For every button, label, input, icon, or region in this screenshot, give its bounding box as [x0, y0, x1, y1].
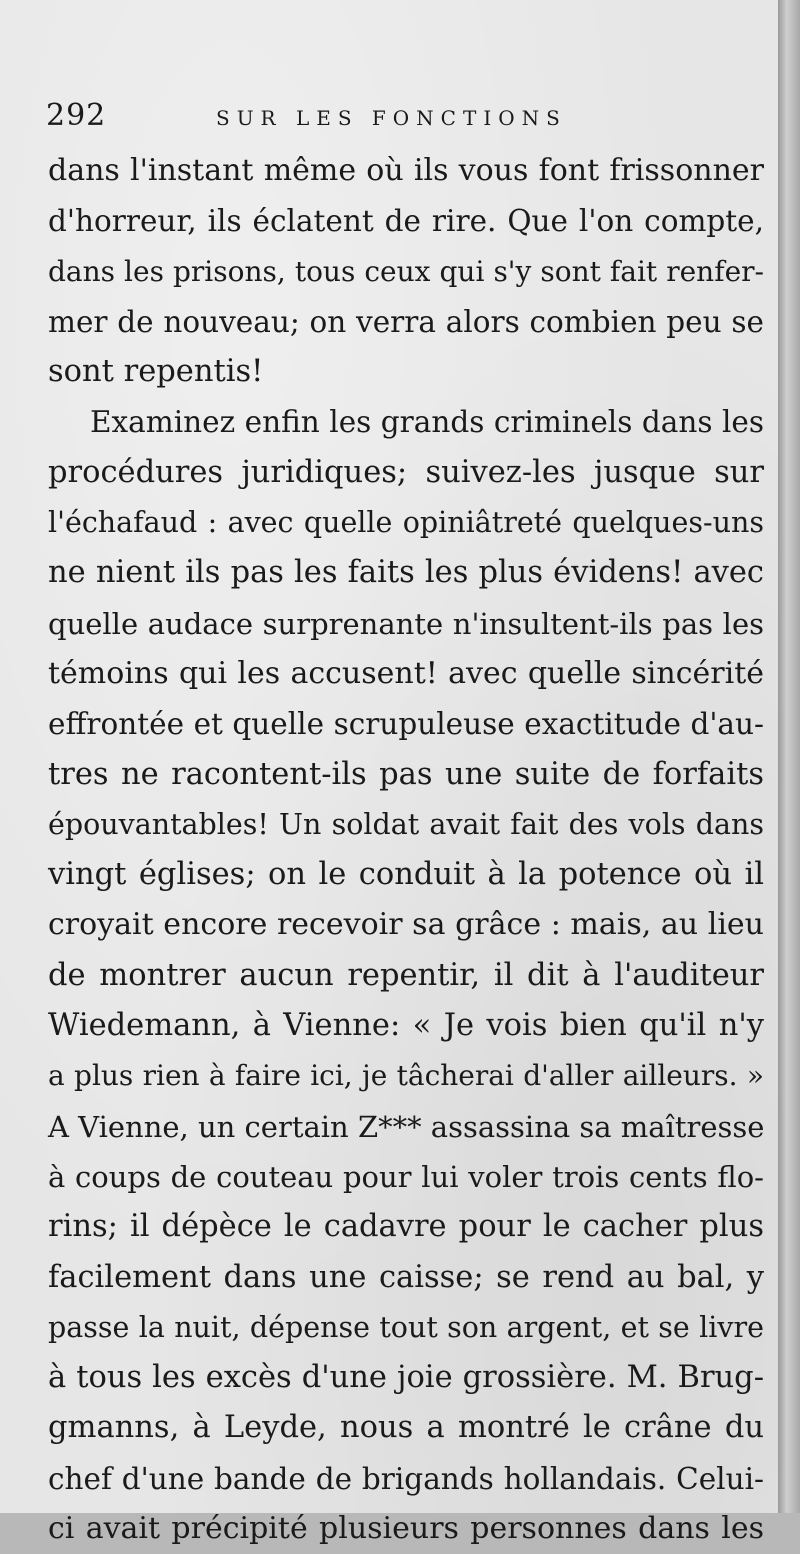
text-line: l'échafaud : avec quelle opiniâtreté quelques-uns	[48, 506, 764, 540]
text-line: sont repentis!	[48, 354, 264, 390]
text-line: passe la nuit, dépense tout son argent, et se livre	[48, 1310, 764, 1344]
text-line: dans les prisons, tous ceux qui s'y sont fait renfer-	[48, 254, 764, 288]
text-line: Wiedemann, à Vienne: « Je vois bien qu'il n'y	[48, 1008, 764, 1044]
body-text	[48, 146, 764, 1554]
text-line: quelle audace surprenante n'insultent-ils pas les	[48, 606, 764, 641]
text-line: chef d'une bande de brigands hollandais. Celui-	[48, 1461, 764, 1496]
text-line: ne nient ils pas les faits les plus évidens! avec	[48, 555, 764, 591]
text-line: vingt églises; on le conduit à la potence où il	[48, 857, 764, 893]
text-line: mer de nouveau; on verra alors combien peu se	[48, 304, 764, 339]
book-gutter-shadow	[778, 0, 800, 1513]
paragraph-first-line: Examinez enfin les grands criminels dans les	[90, 405, 764, 440]
text-line: témoins qui les accusent! avec quelle sincérité	[48, 655, 764, 691]
running-head	[46, 98, 746, 142]
text-line: ci avait précipité plusieurs personnes dans les	[48, 1511, 764, 1547]
page-number: 292	[46, 98, 107, 133]
text-line: à tous les excès d'une joie grossière. M. Brug-	[48, 1360, 764, 1396]
text-line: de montrer aucun repentir, il dit à l'auditeur	[48, 957, 764, 993]
text-line: d'horreur, ils éclatent de rire. Que l'on compte,	[48, 204, 764, 239]
text-line: facilement dans une caisse; se rend au bal, y	[48, 1259, 764, 1295]
text-line: croyait encore recevoir sa grâce : mais, au lieu	[48, 907, 764, 943]
text-line: épouvantables! Un soldat avait fait des vols dans	[48, 807, 764, 841]
running-title: SUR LES FONCTIONS	[216, 106, 567, 130]
text-line: effrontée et quelle scrupuleuse exactitude d'au-	[48, 707, 764, 742]
text-line: a plus rien à faire ici, je tâcherai d'aller ailleurs. »	[48, 1059, 764, 1093]
text-line: tres ne racontent-ils pas une suite de forfaits	[48, 756, 764, 792]
text-line: à coups de couteau pour lui voler trois cents flo-	[48, 1159, 764, 1194]
text-line: dans l'instant même où ils vous font frissonner	[48, 153, 764, 188]
text-line: rins; il dépèce le cadavre pour le cacher plus	[48, 1209, 764, 1245]
text-line: gmanns, à Leyde, nous a montré le crâne du	[48, 1410, 764, 1446]
text-line: A Vienne, un certain Z*** assassina sa maîtresse	[48, 1109, 765, 1144]
text-line: procédures juridiques; suivez-les jusque sur	[48, 454, 764, 490]
